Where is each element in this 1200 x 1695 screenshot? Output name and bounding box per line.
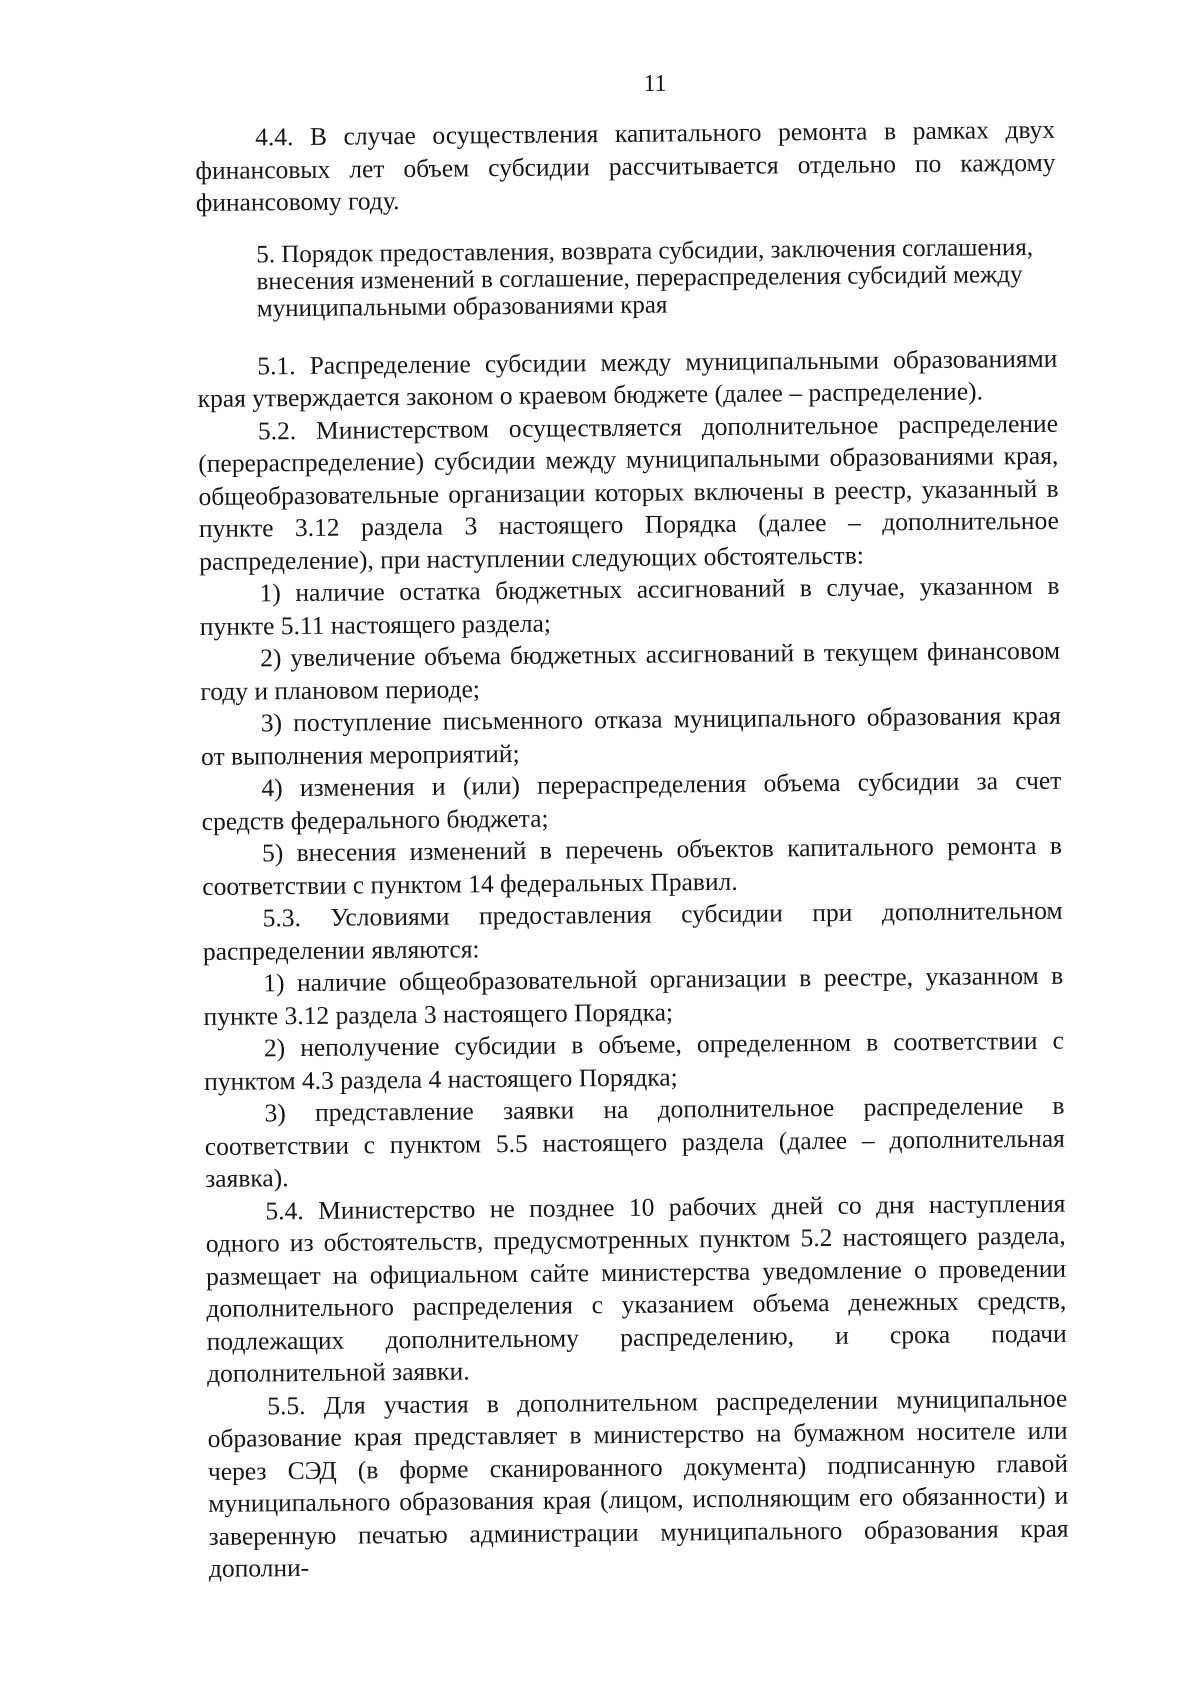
document-body [195,114,1069,1586]
section-heading-5: 5. Порядок предоставления, возврата субсидии, заключения соглашения, внесения изменений в соглашение, перераспределения субсидий между муниципальными образованиями края [256,233,1034,322]
list-item-5-3-3: 3) представление заявки на дополнительное распределение в соответствии с пунктом 5.5 настоящего раздела (далее – дополнительная заявка). [204,1090,1065,1193]
paragraph-4-4: 4.4. В случае осуществления капитального ремонта в рамках двух финансовых лет объем субсидии рассчитывается отдельно по каждому финансовому году. [195,114,1056,217]
list-item-5-2-4: 4) изменения и (или) перераспределения объема субсидии за счет средств федерального бюджета; [201,765,1062,836]
page-number: 11 [643,71,667,97]
paragraph-5-4: 5.4. Министерство не позднее 10 рабочих дней со дня наступления одного из обстоятельств, предусмотренных пунктом 5.2 настоящего раздела, размещает на официальном сайте министерства уведомление о проведении дополнительного распределения с указанием объема денежных средств, подлежащих дополнительному распределению, и срока подачи дополнительной заявки. [205,1188,1067,1388]
paragraph-5-2: 5.2. Министерством осуществляется дополнительное распределение (перераспределение) субсидии между муниципальными образованиями края, общеобразовательные организации которых включены в реестр, указанный в пункте 3.12 раздела 3 настоящего Порядка (далее – дополнительное распределение), при наступлении следующих обстоятельств: [198,408,1060,576]
list-item-5-2-5: 5) внесения изменений в перечень объектов капитального ремонта в соответствии с пунктом 14 федеральных Правил. [202,830,1063,901]
paragraph-5-3: 5.3. Условиями предоставления субсидии при дополнительном распределении являются: [202,895,1063,966]
list-item-5-2-2: 2) увеличение объема бюджетных ассигнований в текущем финансовом году и плановом периоде; [200,635,1061,706]
list-item-5-2-3: 3) поступление письменного отказа муниципального образования края от выполнения мероприятий; [200,700,1061,771]
paragraph-5-1: 5.1. Распределение субсидии между муниципальными образованиями края утверждается законом о краевом бюджете (далее – распределение). [197,343,1058,413]
paragraph-5-5: 5.5. Для участия в дополнительном распределении муниципальное образование края представляет в министерство на бумажном носителе или через СЭД (в форме сканированного документа) подписанную главой муниципального образования края (лицом, исполняющим его обязанности) и заверенную печатью администрации муниципального образования края дополни- [207,1383,1069,1583]
list-item-5-3-1: 1) наличие общеобразовательной организации в реестре, указанном в пункте 3.12 раздела 3 настоящего Порядка; [203,960,1064,1031]
list-item-5-3-2: 2) неполучение субсидии в объеме, определенном в соответствии с пунктом 4.3 раздела 4 настоящего Порядка; [204,1025,1064,1096]
list-item-5-2-1: 1) наличие остатка бюджетных ассигнований в случае, указанном в пункте 5.11 настоящего раздела; [199,570,1060,641]
